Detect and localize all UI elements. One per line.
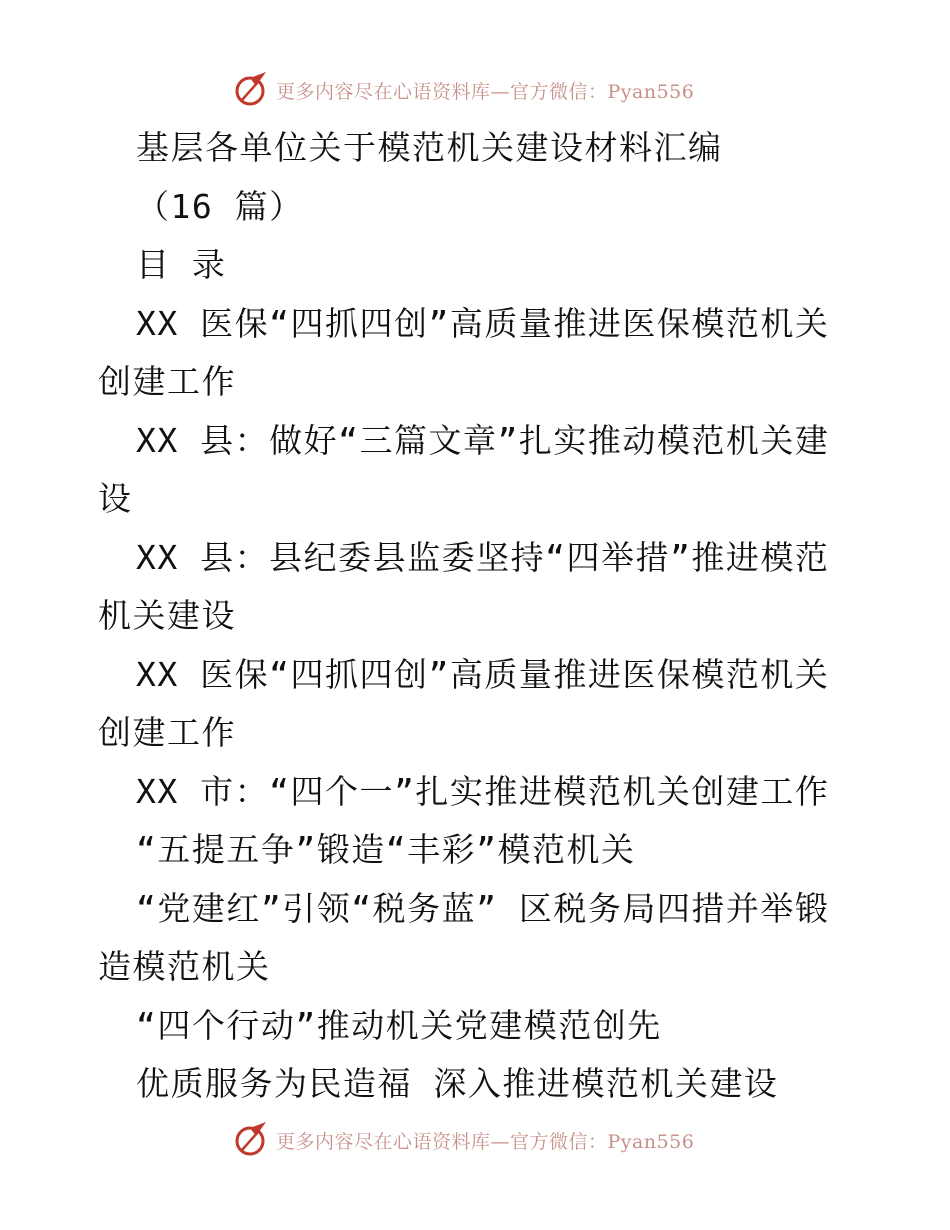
toc-entry: “四个行动”推动机关党建模范创先: [136, 1005, 662, 1045]
watermark-text: 更多内容尽在心语资料库—官方微信：Pyan556: [276, 80, 695, 103]
document-count: （16 篇）: [136, 186, 304, 226]
quill-pen-logo-icon: [230, 70, 270, 110]
toc-entry: XX 医保“四抓四创”高质量推进医保模范机关创建工作: [98, 303, 830, 401]
quill-pen-logo-icon: [230, 1120, 270, 1160]
watermark-banner-top: [230, 68, 694, 112]
toc-entry: 优质服务为民造福 深入推进模范机关建设: [136, 1064, 779, 1103]
watermark-banner-bottom: [230, 1118, 694, 1162]
toc-entry: XX 县：做好“三篇文章”扎实推动模范机关建设: [98, 420, 830, 518]
document-title: 基层各单位关于模范机关建设材料汇编: [136, 128, 723, 167]
toc-entry: “党建红”引领“税务蓝” 区税务局四措并举锻造模范机关: [98, 888, 830, 986]
toc-heading: 目 录: [136, 245, 227, 284]
toc-entry: XX 医保“四抓四创”高质量推进医保模范机关创建工作: [98, 654, 830, 752]
watermark-text: 更多内容尽在心语资料库—官方微信：Pyan556: [276, 1130, 695, 1153]
document-body: [98, 119, 838, 1114]
toc-entry: XX 县：县纪委县监委坚持“四举措”推进模范机关建设: [98, 537, 830, 635]
toc-entry: XX 市：“四个一”扎实推进模范机关创建工作: [136, 771, 830, 811]
toc-entry: “五提五争”锻造“丰彩”模范机关: [136, 830, 636, 869]
